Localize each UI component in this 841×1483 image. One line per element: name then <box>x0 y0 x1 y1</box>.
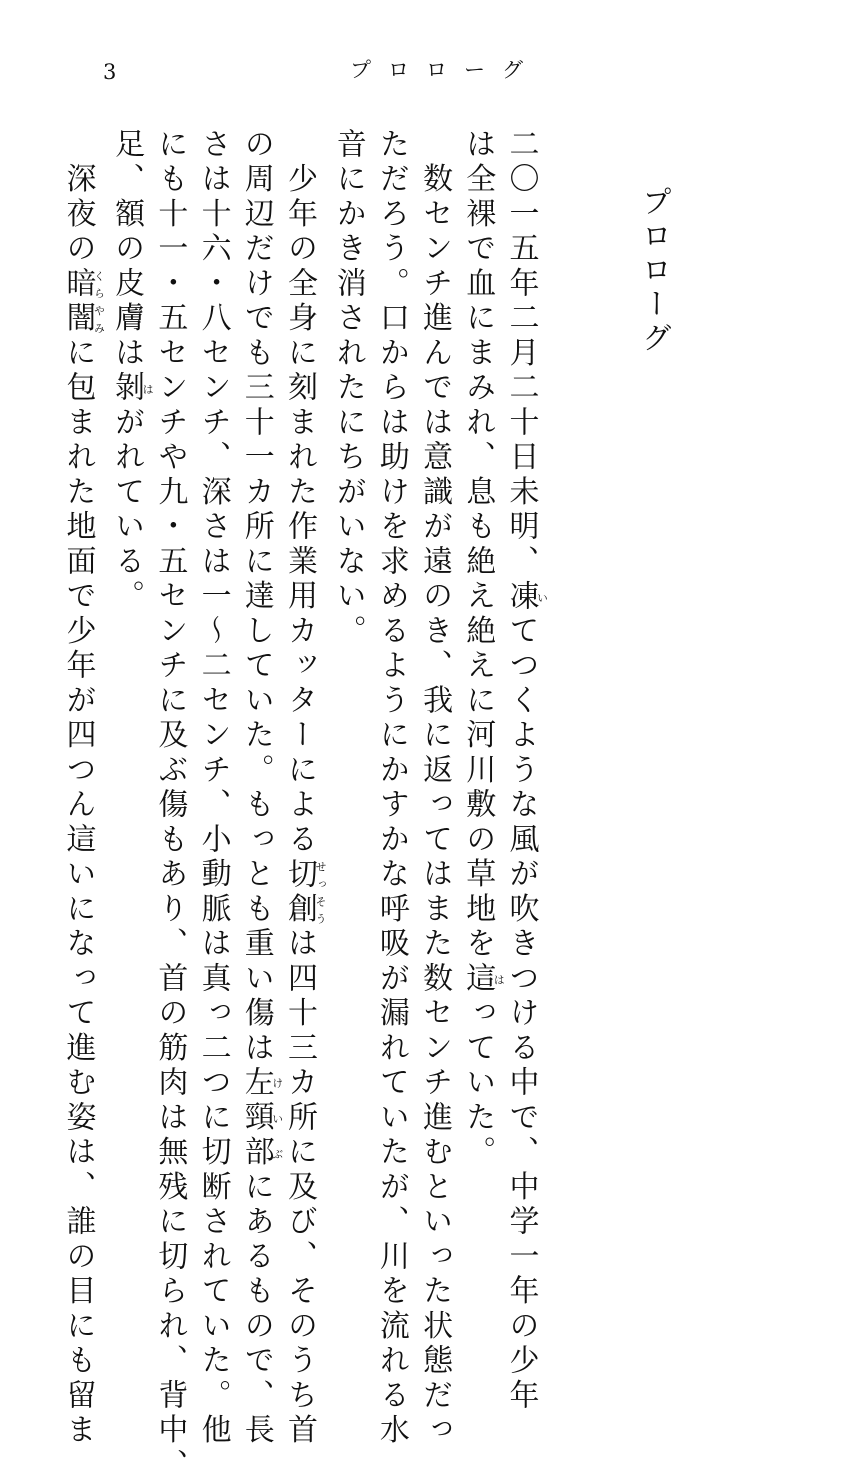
body-text <box>60 128 549 1483</box>
text-run: っていた。 <box>460 996 496 1171</box>
ruby-reading: は <box>141 371 155 406</box>
text-run: の周辺だけでも三十一カ所に達していた。もっとも重い傷は <box>238 128 274 1067</box>
ruby-word: 剝は <box>109 371 155 406</box>
ruby-reading: は <box>492 962 506 997</box>
chapter-title: プロローグ <box>636 186 671 356</box>
ruby-word: 這は <box>460 962 506 997</box>
ruby-word: 切創せっそう <box>281 857 327 928</box>
paragraph <box>326 128 456 1449</box>
paragraph <box>456 128 549 1414</box>
ruby-reading: くらやみ <box>92 267 106 337</box>
text-run: 足、額の皮膚は <box>109 128 145 372</box>
paragraph <box>105 128 327 1483</box>
running-head: プロローグ <box>350 58 540 82</box>
text-run: がれている。 <box>109 406 145 615</box>
text-run: ただろう。口からは助けを求めるようにかすかな呼吸が漏れていたが、川を流れる水 <box>373 128 409 1449</box>
text-run: は四十三カ所に及び、そのうち首 <box>281 927 317 1449</box>
text-run: に包まれた地面で少年が四つん這いになって進む姿は、誰の目にも留ま <box>60 336 96 1449</box>
page-number: 3 <box>103 60 117 84</box>
text-run: 少年の全身に刻まれた作業用カッターによる <box>281 128 317 858</box>
ruby-reading: せっそう <box>313 857 327 928</box>
ruby-word: 左頸部けいぶ <box>238 1066 284 1171</box>
paragraph <box>56 128 106 1449</box>
text-run: にあるもので、長 <box>238 1170 274 1449</box>
text-run: 音にかき消されたにちがいない。 <box>330 128 366 650</box>
text-run: にも十一・五センチや九・五センチに及ぶ傷もあり、首の筋肉は無残に切られ、背中、 <box>152 128 188 1483</box>
text-run: てつくような風が吹きつける中で、中学一年の少年 <box>503 614 539 1414</box>
ruby-word: 凍い <box>503 579 549 615</box>
text-run: は全裸で血にまみれ、息も絶え絶えに河川敷の草地を <box>460 128 496 962</box>
text-run: さは十六・八センチ、深さは一～二センチ、小動脈は真っ二つに切断されていた。他 <box>195 128 231 1449</box>
text-run: 二〇一五年二月二十日未明、 <box>503 128 539 580</box>
ruby-reading: けいぶ <box>270 1066 284 1171</box>
text-run: 数センチ進んでは意識が遠のき、我に返ってはまた数センチ進むといった状態だっ <box>417 128 453 1449</box>
ruby-word: 暗闇くらやみ <box>60 267 106 337</box>
ruby-reading: い <box>535 579 549 615</box>
text-run: 深夜の <box>60 128 96 267</box>
